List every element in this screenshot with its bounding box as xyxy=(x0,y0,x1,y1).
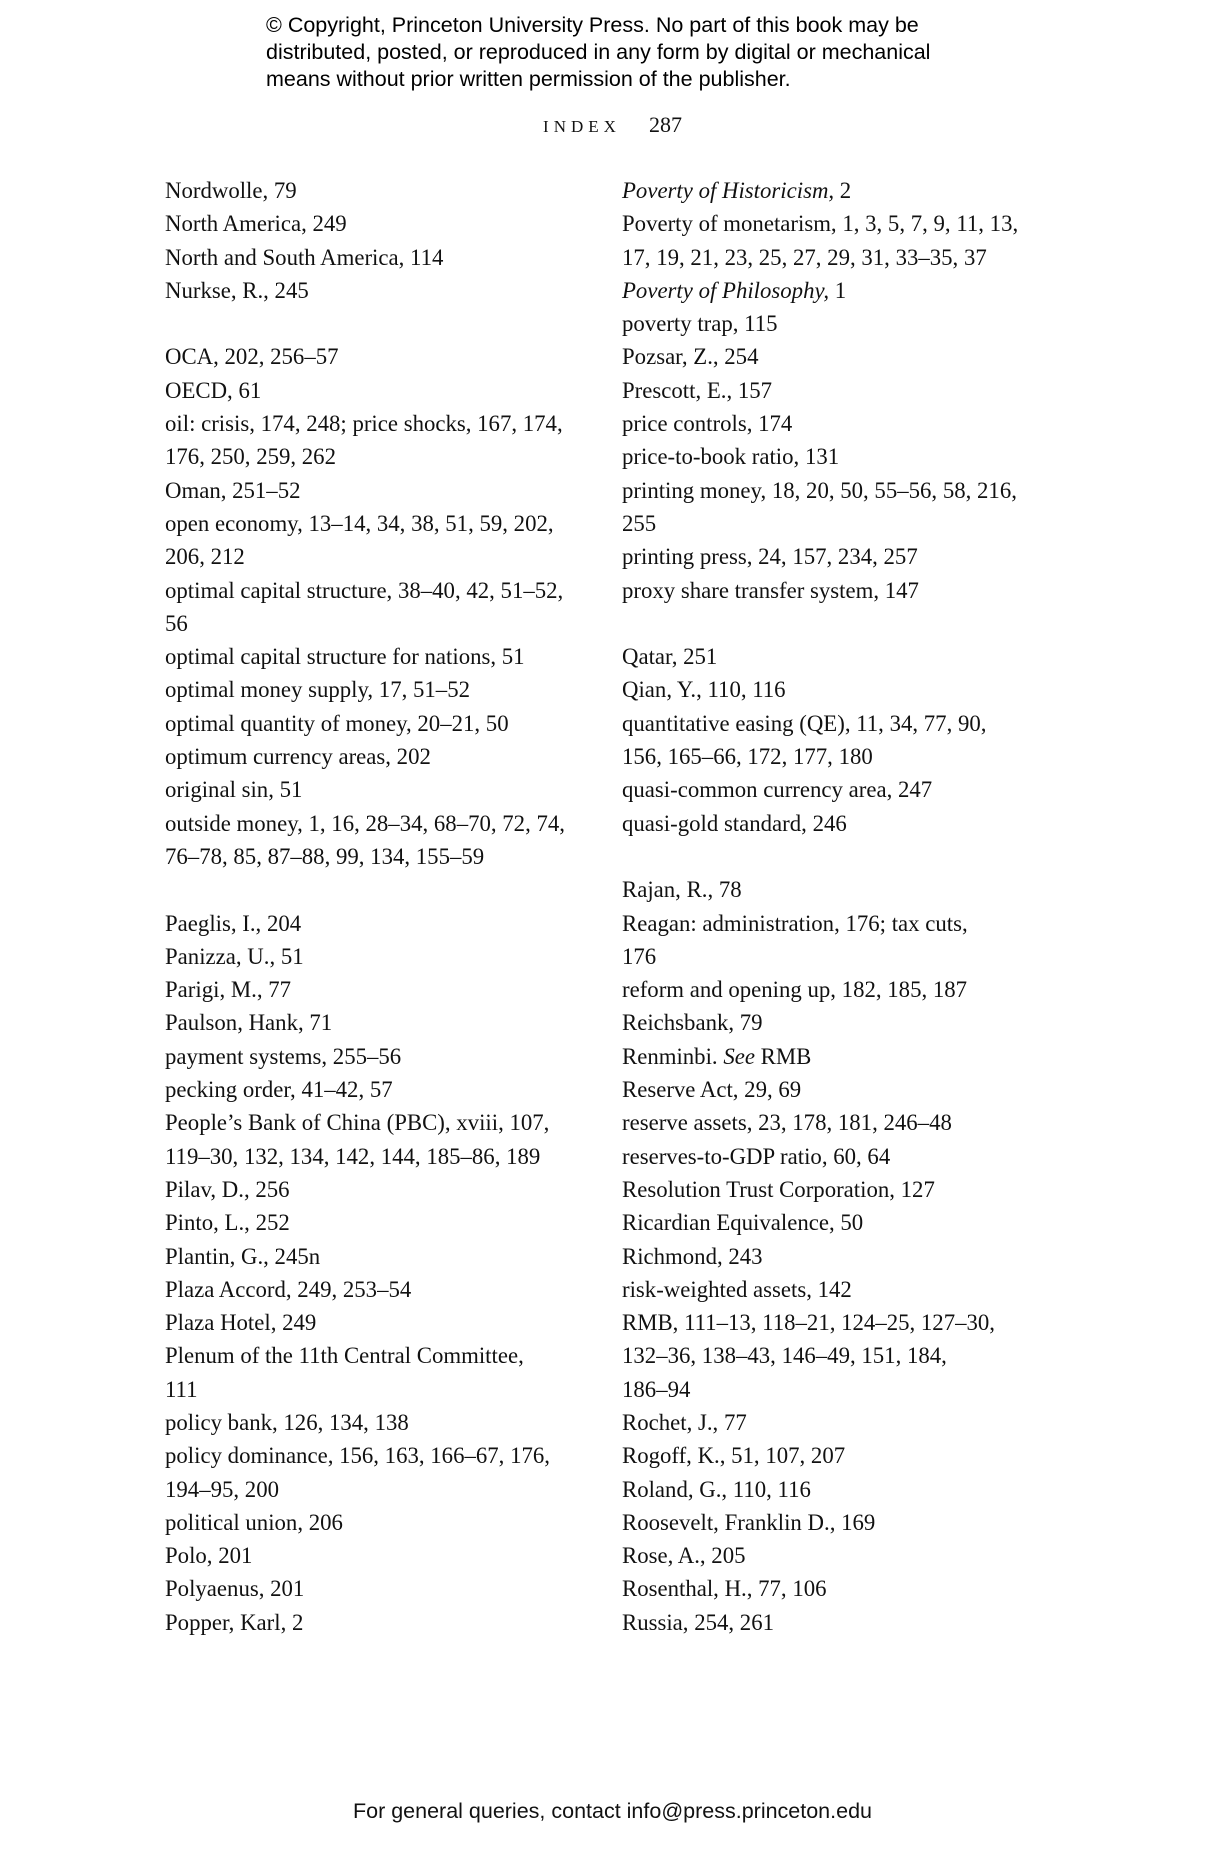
index-entry-line: Rajan, R., 78 xyxy=(622,877,742,903)
index-entry xyxy=(165,1306,595,1339)
index-entry xyxy=(165,1206,595,1239)
index-entry-line: Pinto, L., 252 xyxy=(165,1210,290,1236)
index-entry xyxy=(622,474,1052,541)
index-entry xyxy=(622,540,1052,573)
index-entry xyxy=(165,174,595,207)
index-column-left xyxy=(165,174,595,1639)
index-entry-line: poverty trap, 115 xyxy=(622,311,778,337)
running-head xyxy=(0,110,1225,142)
index-entry-line: Oman, 251–52 xyxy=(165,477,301,503)
index-entry xyxy=(165,1006,595,1039)
index-entry-continuation: 56 xyxy=(165,610,188,636)
index-entry-line: Popper, Karl, 2 xyxy=(165,1609,304,1635)
index-entry-line: Resolution Trust Corporation, 127 xyxy=(622,1176,935,1202)
index-entry xyxy=(622,1140,1052,1173)
index-entry-line: Qian, Y., 110, 116 xyxy=(622,677,786,703)
index-entry xyxy=(165,574,595,641)
index-entry-line: Plaza Accord, 249, 253–54 xyxy=(165,1276,412,1302)
index-entry xyxy=(165,940,595,973)
index-entry-line: outside money, 1, 16, 28–34, 68–70, 72, 74, xyxy=(165,810,565,836)
index-entry-line: reserves-to-GDP ratio, 60, 64 xyxy=(622,1143,891,1169)
copyright-line-2: distributed, posted, or reproduced in any form by digital or mechanical xyxy=(266,40,931,64)
index-entry-line xyxy=(622,274,1052,307)
letter-group-gap xyxy=(165,873,595,906)
index-entry xyxy=(165,707,595,740)
index-entry xyxy=(622,1539,1052,1572)
index-entry-line: proxy share transfer system, 147 xyxy=(622,577,919,603)
copyright-line-3: means without prior written permission of the publisher. xyxy=(266,67,791,91)
index-entry-line: Qatar, 251 xyxy=(622,644,718,670)
index-entry xyxy=(622,374,1052,407)
index-entry-line: Russia, 254, 261 xyxy=(622,1609,774,1635)
letter-group-gap xyxy=(622,840,1052,873)
index-entry-line: Reagan: administration, 176; tax cuts, xyxy=(622,910,968,936)
index-entry-text: 1 xyxy=(829,277,847,303)
index-entry-line: oil: crisis, 174, 248; price shocks, 167, 174, xyxy=(165,411,563,437)
index-entry xyxy=(622,1206,1052,1239)
index-entry-italic: See xyxy=(723,1043,755,1069)
index-entry-line: Rochet, J., 77 xyxy=(622,1409,747,1435)
index-entry xyxy=(165,1040,595,1073)
index-entry xyxy=(165,1240,595,1273)
index-entry xyxy=(165,474,595,507)
index-entry-line: Ricardian Equivalence, 50 xyxy=(622,1210,864,1236)
copyright-line-1: © Copyright, Princeton University Press. No part of this book may be xyxy=(266,13,919,37)
index-entry-line: Rosenthal, H., 77, 106 xyxy=(622,1576,827,1602)
index-entry xyxy=(622,1572,1052,1605)
index-entry-line: reform and opening up, 182, 185, 187 xyxy=(622,977,968,1003)
index-entry-italic: Poverty of Historicism, xyxy=(622,178,835,203)
letter-group-gap xyxy=(622,607,1052,640)
index-entry xyxy=(165,973,595,1006)
index-entry xyxy=(622,673,1052,706)
index-entry xyxy=(165,1173,595,1206)
index-entry-line: quantitative easing (QE), 11, 34, 77, 90, xyxy=(622,710,987,736)
index-entry-continuation: 156, 165–66, 172, 177, 180 xyxy=(622,744,873,770)
index-entry-line: Paeglis, I., 204 xyxy=(165,910,302,936)
letter-group-gap xyxy=(165,307,595,340)
index-entry-line: Reserve Act, 29, 69 xyxy=(622,1077,802,1103)
index-entry-continuation: 132–36, 138–43, 146–49, 151, 184, xyxy=(622,1343,947,1369)
running-head-label: INDEX xyxy=(543,117,621,136)
index-entry-line: price-to-book ratio, 131 xyxy=(622,444,840,470)
index-entry-line: North America, 249 xyxy=(165,211,347,237)
index-entry xyxy=(622,873,1052,906)
index-entry-line: political union, 206 xyxy=(165,1509,343,1535)
index-entry-line: OECD, 61 xyxy=(165,377,262,403)
index-entry-line: Reichsbank, 79 xyxy=(622,1010,763,1036)
page-number: 287 xyxy=(648,112,682,137)
index-entry-line: Rogoff, K., 51, 107, 207 xyxy=(622,1443,846,1469)
index-entry-continuation: 17, 19, 21, 23, 25, 27, 29, 31, 33–35, 37 xyxy=(622,244,987,270)
index-entry-line: Nordwolle, 79 xyxy=(165,178,297,203)
index-entry xyxy=(165,1339,595,1406)
index-entry xyxy=(165,241,595,274)
index-entry-continuation: 186–94 xyxy=(622,1376,691,1402)
index-entry-line: Pozsar, Z., 254 xyxy=(622,344,759,370)
index-entry-line: optimal quantity of money, 20–21, 50 xyxy=(165,710,509,736)
index-entry xyxy=(622,1273,1052,1306)
index-entry xyxy=(622,1306,1052,1406)
index-entry xyxy=(622,274,1052,307)
index-entry xyxy=(165,340,595,373)
index-entry xyxy=(622,1006,1052,1039)
index-entry-line: risk-weighted assets, 142 xyxy=(622,1276,852,1302)
index-entry xyxy=(622,1406,1052,1439)
index-entry xyxy=(622,1106,1052,1139)
index-entry xyxy=(622,1439,1052,1472)
index-entry xyxy=(165,640,595,673)
index-entry-continuation: 255 xyxy=(622,510,657,536)
index-entry xyxy=(165,1073,595,1106)
index-entry xyxy=(165,1572,595,1605)
index-entry xyxy=(165,740,595,773)
index-entry-continuation: 111 xyxy=(165,1376,198,1402)
index-entry-line: printing money, 18, 20, 50, 55–56, 58, 216, xyxy=(622,477,1017,503)
index-entry-continuation: 194–95, 200 xyxy=(165,1476,279,1502)
index-entry-line: reserve assets, 23, 178, 181, 246–48 xyxy=(622,1110,952,1136)
index-entry-line: Plaza Hotel, 249 xyxy=(165,1310,317,1336)
index-entry-line: Polyaenus, 201 xyxy=(165,1576,305,1602)
index-entry xyxy=(165,1506,595,1539)
index-entry-line: price controls, 174 xyxy=(622,411,793,437)
index-entry xyxy=(622,440,1052,473)
index-entry xyxy=(165,407,595,474)
index-entry xyxy=(622,340,1052,373)
index-entry xyxy=(622,1606,1052,1639)
index-entry-line: Pilav, D., 256 xyxy=(165,1176,290,1202)
index-entry-line: Nurkse, R., 245 xyxy=(165,277,309,303)
index-entry-line: Roosevelt, Franklin D., 169 xyxy=(622,1509,876,1535)
index-entry-line: North and South America, 114 xyxy=(165,244,444,270)
index-entry-line: original sin, 51 xyxy=(165,777,303,803)
index-entry-line: quasi-gold standard, 246 xyxy=(622,810,847,836)
index-entry-continuation: 176, 250, 259, 262 xyxy=(165,444,336,470)
index-entry xyxy=(622,1506,1052,1539)
index-entry-line: Polo, 201 xyxy=(165,1543,253,1569)
index-entry-line: pecking order, 41–42, 57 xyxy=(165,1077,393,1103)
index-entry xyxy=(165,807,595,874)
index-entry-line: optimal money supply, 17, 51–52 xyxy=(165,677,470,703)
index-entry xyxy=(622,1073,1052,1106)
index-entry-text: RMB xyxy=(754,1043,812,1069)
index-entry xyxy=(165,507,595,574)
index-entry-line: quasi-common currency area, 247 xyxy=(622,777,933,803)
index-entry xyxy=(165,773,595,806)
index-entry xyxy=(622,973,1052,1006)
index-entry xyxy=(622,307,1052,340)
index-entry xyxy=(165,673,595,706)
index-entry-italic: Poverty of Philosophy, xyxy=(622,277,830,303)
index-entry-line: Poverty of monetarism, 1, 3, 5, 7, 9, 11, 13, xyxy=(622,211,1019,237)
index-entry xyxy=(165,1273,595,1306)
index-entry-line: Plantin, G., 245n xyxy=(165,1243,321,1269)
index-entry xyxy=(165,1406,595,1439)
index-entry-line: printing press, 24, 157, 234, 257 xyxy=(622,544,918,570)
index-entry xyxy=(622,1040,1052,1073)
index-entry-line: optimal capital structure, 38–40, 42, 51–52, xyxy=(165,577,564,603)
copyright-notice xyxy=(266,12,1026,93)
index-entry-line: People’s Bank of China (PBC), xviii, 107, xyxy=(165,1110,550,1136)
index-entry-line: Rose, A., 205 xyxy=(622,1543,746,1569)
index-entry xyxy=(622,807,1052,840)
index-entry-line: payment systems, 255–56 xyxy=(165,1043,402,1069)
index-entry xyxy=(165,274,595,307)
index-entry xyxy=(622,574,1052,607)
index-entry xyxy=(622,640,1052,673)
index-entry-line: Plenum of the 11th Central Committee, xyxy=(165,1343,524,1369)
index-entry xyxy=(165,1606,595,1639)
index-entry xyxy=(165,1439,595,1506)
index-entry-line xyxy=(622,174,1052,207)
index-entry xyxy=(622,1473,1052,1506)
index-entry-line: Paulson, Hank, 71 xyxy=(165,1010,333,1036)
index-entry-line: RMB, 111–13, 118–21, 124–25, 127–30, xyxy=(622,1310,995,1336)
index-entry xyxy=(622,707,1052,774)
index-entry xyxy=(622,907,1052,974)
index-entry-text: Renminbi. xyxy=(622,1043,724,1069)
index-entry xyxy=(165,1106,595,1173)
index-entry-line: optimal capital structure for nations, 51 xyxy=(165,644,525,670)
index-entry xyxy=(622,207,1052,274)
index-entry-line: Parigi, M., 77 xyxy=(165,977,292,1003)
footer-contact: For general queries, contact info@press.princeton.edu xyxy=(352,1799,872,1823)
index-entry-continuation: 119–30, 132, 134, 142, 144, 185–86, 189 xyxy=(165,1143,541,1169)
index-entry-line: Richmond, 243 xyxy=(622,1243,763,1269)
index-entry-continuation: 176 xyxy=(622,943,657,969)
index-entry xyxy=(165,1539,595,1572)
index-entry-line: optimum currency areas, 202 xyxy=(165,744,431,770)
index-entry-continuation: 206, 212 xyxy=(165,544,245,570)
index-entry-line: open economy, 13–14, 34, 38, 51, 59, 202, xyxy=(165,510,554,536)
index-column-right xyxy=(622,174,1052,1639)
index-entry-line: policy bank, 126, 134, 138 xyxy=(165,1409,409,1435)
index-entry-line: policy dominance, 156, 163, 166–67, 176, xyxy=(165,1443,550,1469)
index-entry-line: OCA, 202, 256–57 xyxy=(165,344,339,370)
index-entry xyxy=(165,907,595,940)
index-entry xyxy=(622,174,1052,207)
index-entry xyxy=(165,207,595,240)
index-entry-line xyxy=(622,1040,1052,1073)
index-entry xyxy=(165,374,595,407)
index-entry xyxy=(622,773,1052,806)
index-entry-line: Panizza, U., 51 xyxy=(165,943,304,969)
index-entry xyxy=(622,1173,1052,1206)
index-entry-line: Prescott, E., 157 xyxy=(622,377,773,403)
index-entry-continuation: 76–78, 85, 87–88, 99, 134, 155–59 xyxy=(165,843,485,869)
index-entry-line: Roland, G., 110, 116 xyxy=(622,1476,811,1502)
index-entry xyxy=(622,1240,1052,1273)
index-entry xyxy=(622,407,1052,440)
index-entry-text: 2 xyxy=(834,178,852,203)
